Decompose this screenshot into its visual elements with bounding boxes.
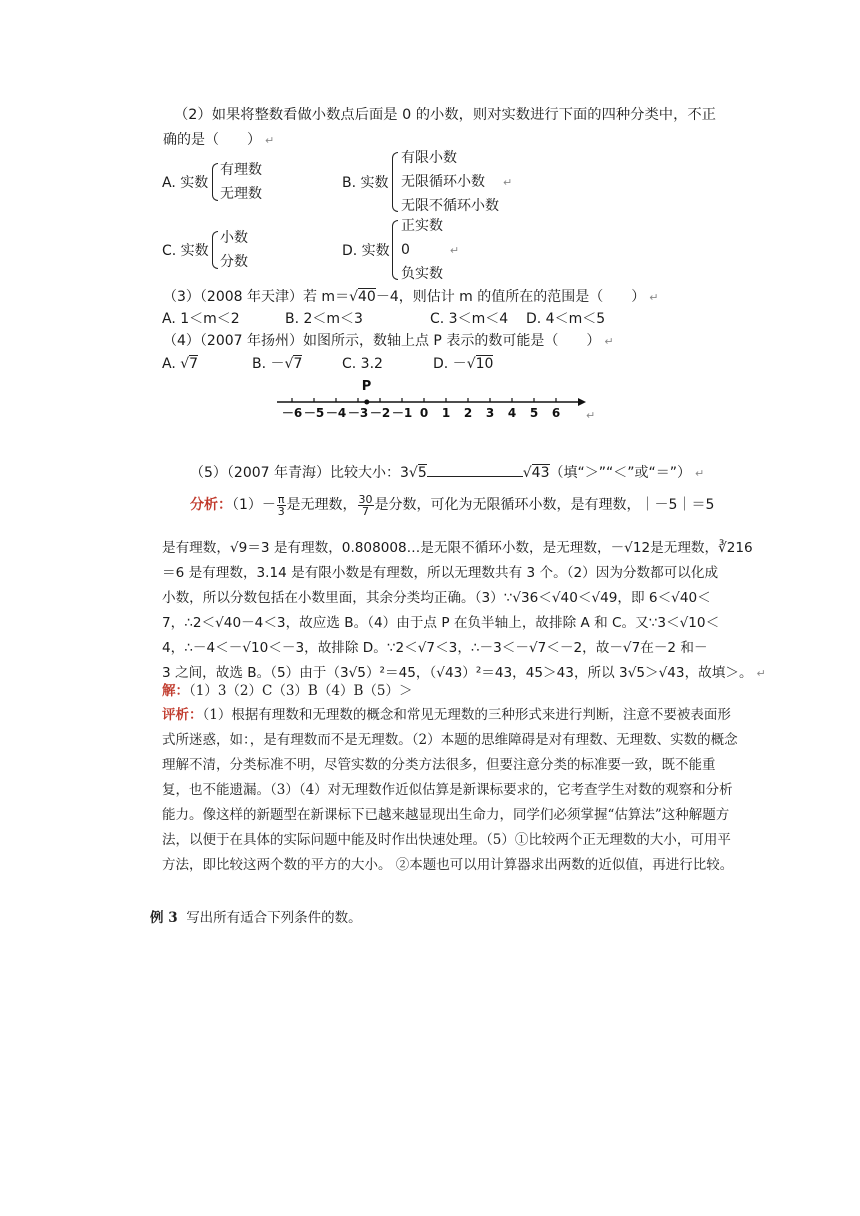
fraction-denominator: 7 (362, 504, 370, 518)
fraction-30-over-7 (358, 494, 374, 517)
q5-stem (190, 462, 704, 484)
return-mark-icon: ↵ (604, 335, 614, 348)
sqrt-icon: √ (180, 356, 190, 372)
q2-option-d-item: 正实数 (401, 218, 443, 234)
number-line (0, 372, 860, 442)
sqrt-icon: √ (466, 356, 476, 372)
q3-option-a: A. 1＜m＜2 (162, 311, 240, 327)
fraction-numerator: π (277, 492, 285, 506)
q2-stem-text: 确的是（ ） (163, 132, 261, 148)
brace-icon (392, 152, 398, 212)
sqrt-icon: √ (349, 289, 358, 305)
solution-text: （1）3（2）C（3）B（4）B（5）＞ (189, 683, 413, 699)
q2-stem-line2 (163, 130, 274, 151)
q5-radicand-b: 43 (531, 465, 550, 481)
fraction-numerator: 30 (358, 492, 373, 506)
q4-option-a (162, 354, 198, 374)
point-p-label: P (361, 379, 372, 394)
q2-option-d-item-text: 0 (401, 242, 410, 258)
number-line-arrow-icon (578, 398, 586, 406)
solution-label: 解： (162, 683, 189, 699)
number-line-tick-label: 3 (485, 406, 495, 420)
q4-option-b-label: B. － (252, 356, 285, 372)
number-line-tick-label: 6 (551, 406, 561, 420)
return-mark-icon: ↵ (265, 134, 275, 147)
number-line-tick-label: －3 (347, 406, 369, 420)
brace-icon (392, 220, 398, 280)
q2-option-d-item: 负实数 (401, 266, 443, 282)
analysis-line: 4，∴－4＜－√10＜－3，故排除 D。∵2＜√7＜3，∴－3＜－√7＜－2，故－√7在－2 和－ (162, 640, 708, 656)
return-mark-icon: ↵ (756, 667, 766, 680)
brace-icon (212, 163, 218, 201)
q2-option-b-item-text: 无限循环小数 (401, 174, 485, 190)
q3-option-c: C. 3＜m＜4 (430, 311, 509, 327)
q3-stem-a: （3）（2008 年天津）若 m＝ (163, 289, 350, 305)
comment-text: （1）根据有理数和无理数的概念和常见无理数的三种形式来进行判断，注意不要被表面形式所迷惑，如：，是有理数而不是无理数。（2）本题的思维障碍是对有理数、无理数、实数的概念理解不清，分类标准不明，尽管实数的分类方法很多，但要注意分类的标准要一致，既不能重复，也不能遗漏。（3）（4）对无理数作近似估算是新课标要求的，它考查学生对数的观察和分析能力。像这样的新题型在新课标下已越来越显现出生命力，同学们必须掌握“估算法”这种解题方法，以便于在具体的实际问题中能及时作出快速处理。（5）①比较两个正无理数的大小，可用平方法，即比较这两个数的平方的大小。 ②本题也可以用计算器求出两数的近似值，再进行比较。 (162, 707, 738, 873)
q4-option-c: C. 3.2 (342, 356, 383, 372)
number-line-tick-label: 5 (529, 406, 539, 420)
number-line-tick-label: －2 (369, 406, 391, 420)
q5-stem-b: （填“＞”“＜”或“＝”） (549, 465, 692, 481)
q2-option-b-label: B. 实数 (342, 175, 389, 191)
q3-option-d: D. 4＜m＜5 (526, 311, 606, 327)
q3-stem-b: －4，则估计 m 的值所在的范围是（ ） (375, 289, 646, 305)
analysis-line: 小数，所以分数包括在小数里面，其余分类均正确。（3）∵√36＜√40＜√49，即 6＜√40＜ (162, 590, 711, 606)
q4-option-d-label: D. － (433, 356, 467, 372)
q2-stem-line1: （2）如果将整数看做小数点后面是 0 的小数，则对实数进行下面的四种分类中，不正 (174, 107, 716, 123)
analysis-text-c: 是分数，可化为无限循环小数，是有理数，｜－5｜＝5 (374, 497, 715, 513)
analysis-line: ＝6 是有理数，3.14 是有限小数是有理数，所以无理数共有 3 个。（2）因为分数都可以化成 (162, 565, 719, 581)
return-mark-icon: ↵ (503, 176, 513, 189)
sqrt-icon: √ (522, 465, 532, 481)
fraction-pi-over-3 (277, 494, 286, 517)
analysis-line: 7，∴2＜√40－4＜3，故应选 B。（4）由于点 P 在负半轴上，故排除 A 和 C。又∵3＜√10＜ (162, 615, 720, 631)
number-line-tick-label: －6 (281, 406, 303, 420)
analysis-text-b: 是无理数， (286, 497, 357, 513)
q2-option-c-label: C. 实数 (162, 243, 209, 259)
number-line-tick-label: 4 (507, 406, 517, 420)
q2-option-c-item: 分数 (220, 254, 248, 270)
q2-option-c-item: 小数 (220, 230, 248, 246)
q2-option-d-label: D. 实数 (342, 243, 390, 259)
example3-label: 例 3 (150, 910, 178, 926)
return-mark-icon: ↵ (586, 409, 596, 422)
analysis-line-text: 3 之间，故选 B。（5）由于（3√5）²＝45，（√43）²＝43，45＞43，所以 3√5＞√43，故填＞。 (162, 665, 753, 681)
sqrt-icon: √ (408, 465, 418, 481)
analysis-label: 分析： (190, 497, 232, 513)
return-mark-icon: ↵ (649, 291, 659, 304)
q4-option-a-label: A. (162, 356, 176, 372)
number-line-tick-label: －4 (325, 406, 347, 420)
number-line-tick-label: 1 (441, 406, 451, 420)
q2-option-b-item: 有限小数 (401, 150, 457, 166)
q4-option-d (433, 354, 493, 374)
number-line-tick-label: －1 (391, 406, 413, 420)
q3-radicand: 40 (358, 289, 376, 305)
q4-option-a-radicand: 7 (189, 356, 199, 372)
fraction-denominator: 3 (277, 504, 285, 518)
q4-option-b (252, 354, 302, 374)
number-line-tick-label: －5 (303, 406, 325, 420)
return-mark-icon: ↵ (449, 244, 460, 257)
example3 (150, 906, 362, 931)
number-line-tick-label: 2 (463, 406, 473, 420)
analysis-first-line (190, 492, 714, 518)
q2-option-d-item (401, 240, 459, 261)
q4-option-b-radicand: 7 (293, 356, 303, 372)
q4-stem-text: （4）（2007 年扬州）如图所示，数轴上点 P 表示的数可能是（ ） (163, 333, 601, 349)
example3-text: 写出所有适合下列条件的数。 (186, 910, 362, 926)
q3-stem (163, 287, 659, 308)
q5-radicand-a: 5 (417, 465, 427, 481)
q2-option-a-item: 有理数 (220, 162, 262, 178)
number-line-tick-label: 0 (419, 406, 429, 420)
q5-stem-a: （5）（2007 年青海）比较大小：3 (190, 465, 409, 481)
brace-icon (212, 231, 218, 269)
analysis-text-a: （1）－ (232, 497, 276, 513)
analysis-line: 是有理数，√9＝3 是有理数，0.808008…是无限不循环小数，是无理数，－√12是无理数，∛216 (162, 540, 753, 556)
point-p (364, 400, 369, 405)
q4-option-d-radicand: 10 (475, 356, 494, 372)
q5-answer-blank[interactable] (427, 462, 523, 477)
q2-option-b-item (401, 172, 512, 193)
q2-option-a-label: A. 实数 (162, 175, 209, 191)
q4-stem (163, 331, 614, 352)
q2-option-b-item: 无限不循环小数 (401, 198, 499, 214)
return-mark-icon: ↵ (695, 467, 705, 480)
comment-label: 评析： (162, 707, 203, 723)
q2-option-a-item: 无理数 (220, 186, 262, 202)
solution (162, 679, 412, 704)
sqrt-icon: √ (284, 356, 294, 372)
q3-option-b: B. 2＜m＜3 (285, 311, 363, 327)
comment-paragraph (162, 703, 740, 878)
